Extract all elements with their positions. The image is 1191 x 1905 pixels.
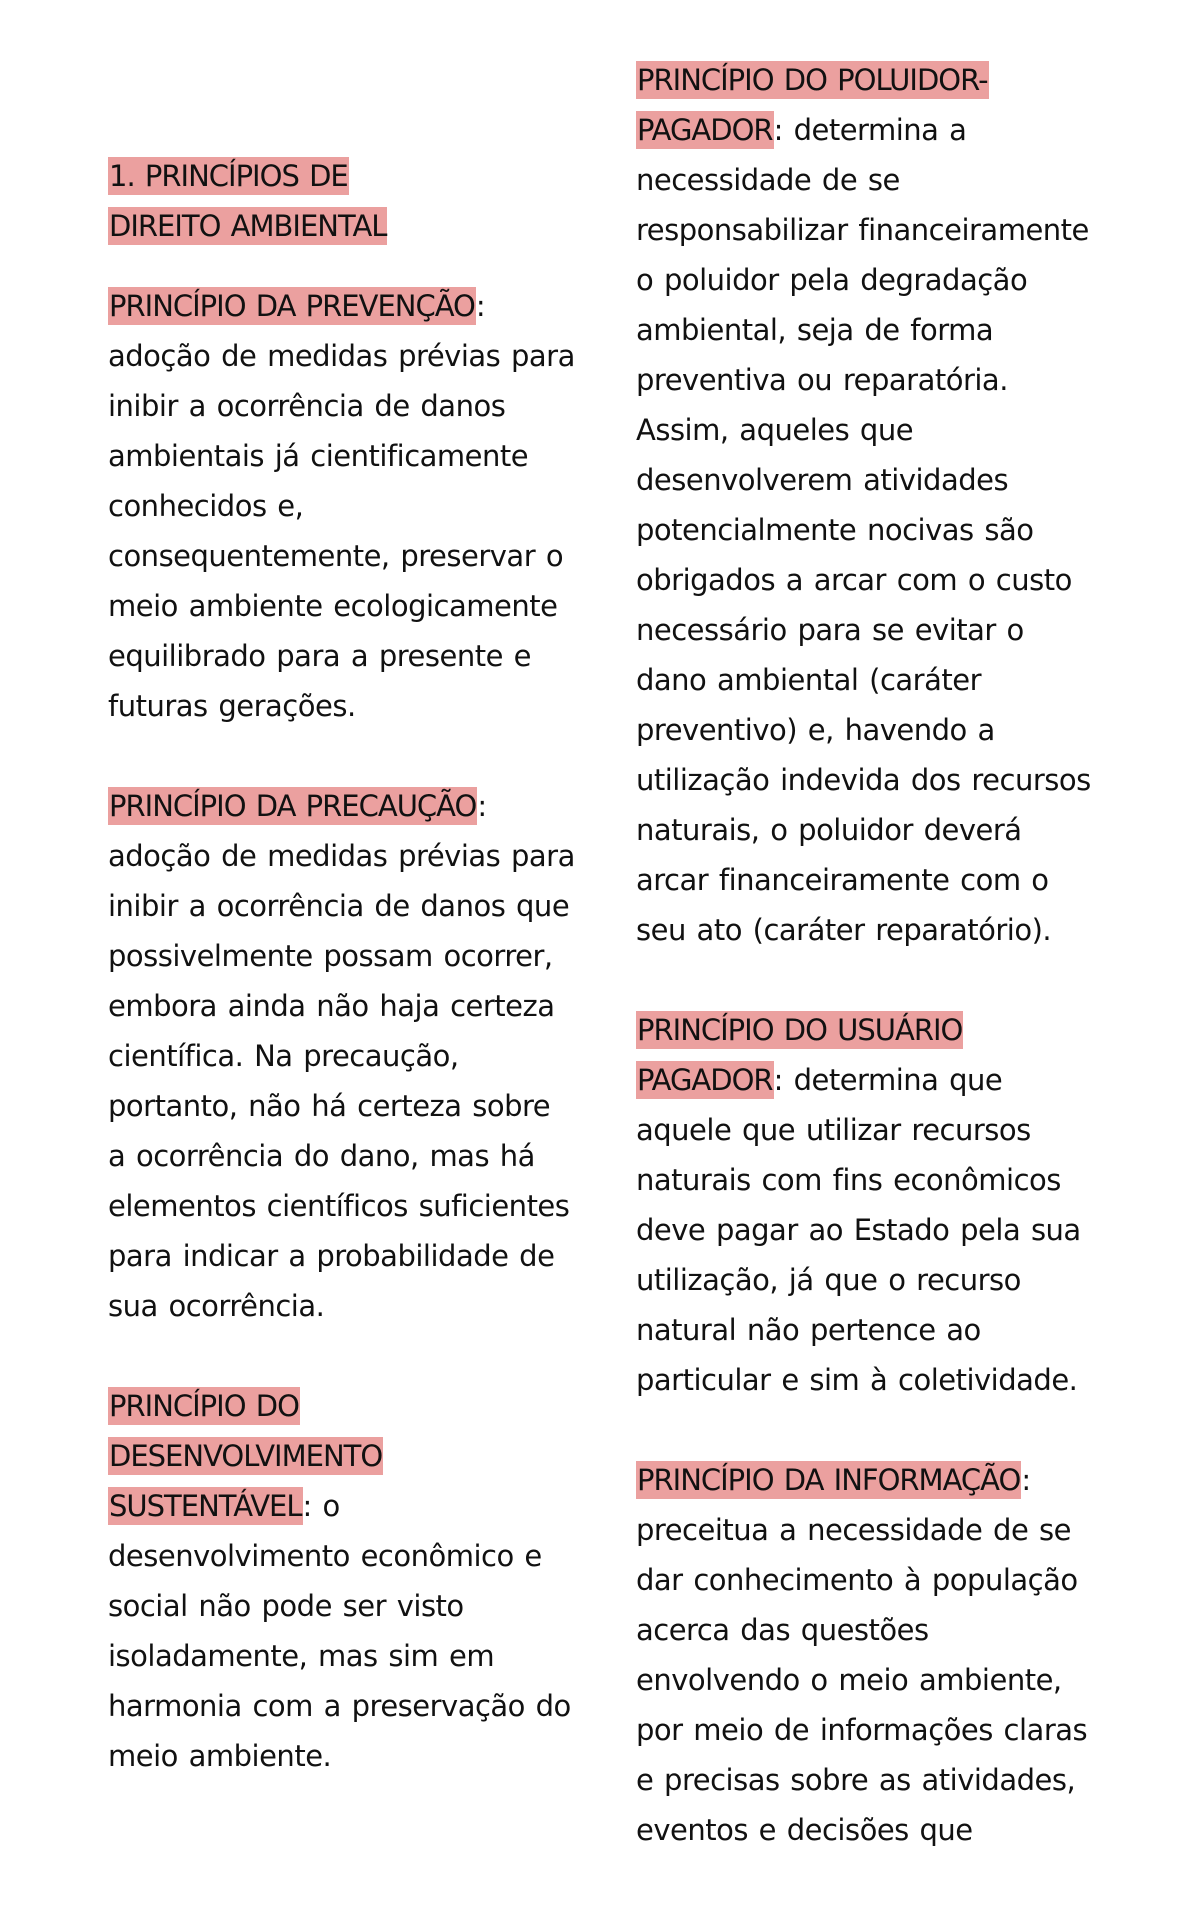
section-heading: PRINCÍPIO DA PREVENÇÃO [109, 289, 475, 323]
section-text: adoção de medidas prévias para inibir a ocorrência de danos que possivelmente possam ocorrer, embora ainda não haja certeza científica. Na precaução, portanto, não há certeza sobre a ocorrência do dano, mas há elementos científicos suficientes para indicar a probabilidade de sua ocorrência. [108, 839, 575, 1323]
section-separator: : [477, 789, 487, 823]
section-heading: PRINCÍPIO DA INFORMAÇÃO [637, 1463, 1021, 1497]
section-separator: : [475, 289, 486, 323]
section-precaucao [108, 781, 578, 1331]
section-text: determina que aquele que utilizar recursos naturais com fins econômicos deve pagar ao Estado pela sua utilização, já que o recurso natural não pertence ao particular e sim à coletividade. [636, 1063, 1081, 1397]
section-informacao [636, 1455, 1091, 1855]
section-heading: PRINCÍPIO DO POLUIDOR-PAGADOR [637, 63, 988, 147]
section-usuario-pagador [636, 1005, 1091, 1405]
right-column [636, 0, 1091, 1905]
document-title-text: 1. PRINCÍPIOS DE DIREITO AMBIENTAL [109, 159, 387, 243]
section-separator: : [773, 113, 783, 147]
section-text: determina a necessidade de se responsabilizar financeiramente o poluidor pela degradação ambiental, seja de forma preventiva ou reparatória. Assim, aqueles que desenvolverem atividades potencialmente nocivas são obrigados a arcar com o custo necessário para se evitar o dano ambiental (caráter preventivo) e, havendo a utilização indevida dos recursos naturais, o poluidor deverá arcar financeiramente com o seu ato (caráter reparatório). [636, 113, 1091, 947]
section-separator: : [1021, 1463, 1031, 1497]
section-heading: PRINCÍPIO DO USUÁRIO PAGADOR [637, 1013, 963, 1097]
section-text: adoção de medidas prévias para inibir a ocorrência de danos ambientais já cientificamente conhecidos e, consequentemente, preservar o meio ambiente ecologicamente equilibrado para a presente e futuras gerações. [108, 339, 575, 723]
document-title [108, 151, 448, 251]
section-separator: : [302, 1489, 312, 1523]
section-separator: : [773, 1063, 783, 1097]
section-heading: PRINCÍPIO DA PRECAUÇÃO [109, 789, 477, 823]
section-text: o desenvolvimento econômico e social não pode ser visto isoladamente, mas sim em harmonia com a preservação do meio ambiente. [108, 1489, 571, 1773]
section-desenvolvimento-sustentavel [108, 1381, 578, 1781]
section-prevencao [108, 281, 578, 731]
section-poluidor-pagador [636, 55, 1091, 955]
section-text: preceitua a necessidade de se dar conhecimento à população acerca das questões envolvendo o meio ambiente, por meio de informações claras e precisas sobre as atividades, eventos e decisões que [636, 1513, 1088, 1847]
left-column [108, 0, 578, 1831]
section-heading: PRINCÍPIO DO DESENVOLVIMENTO SUSTENTÁVEL [109, 1389, 383, 1523]
